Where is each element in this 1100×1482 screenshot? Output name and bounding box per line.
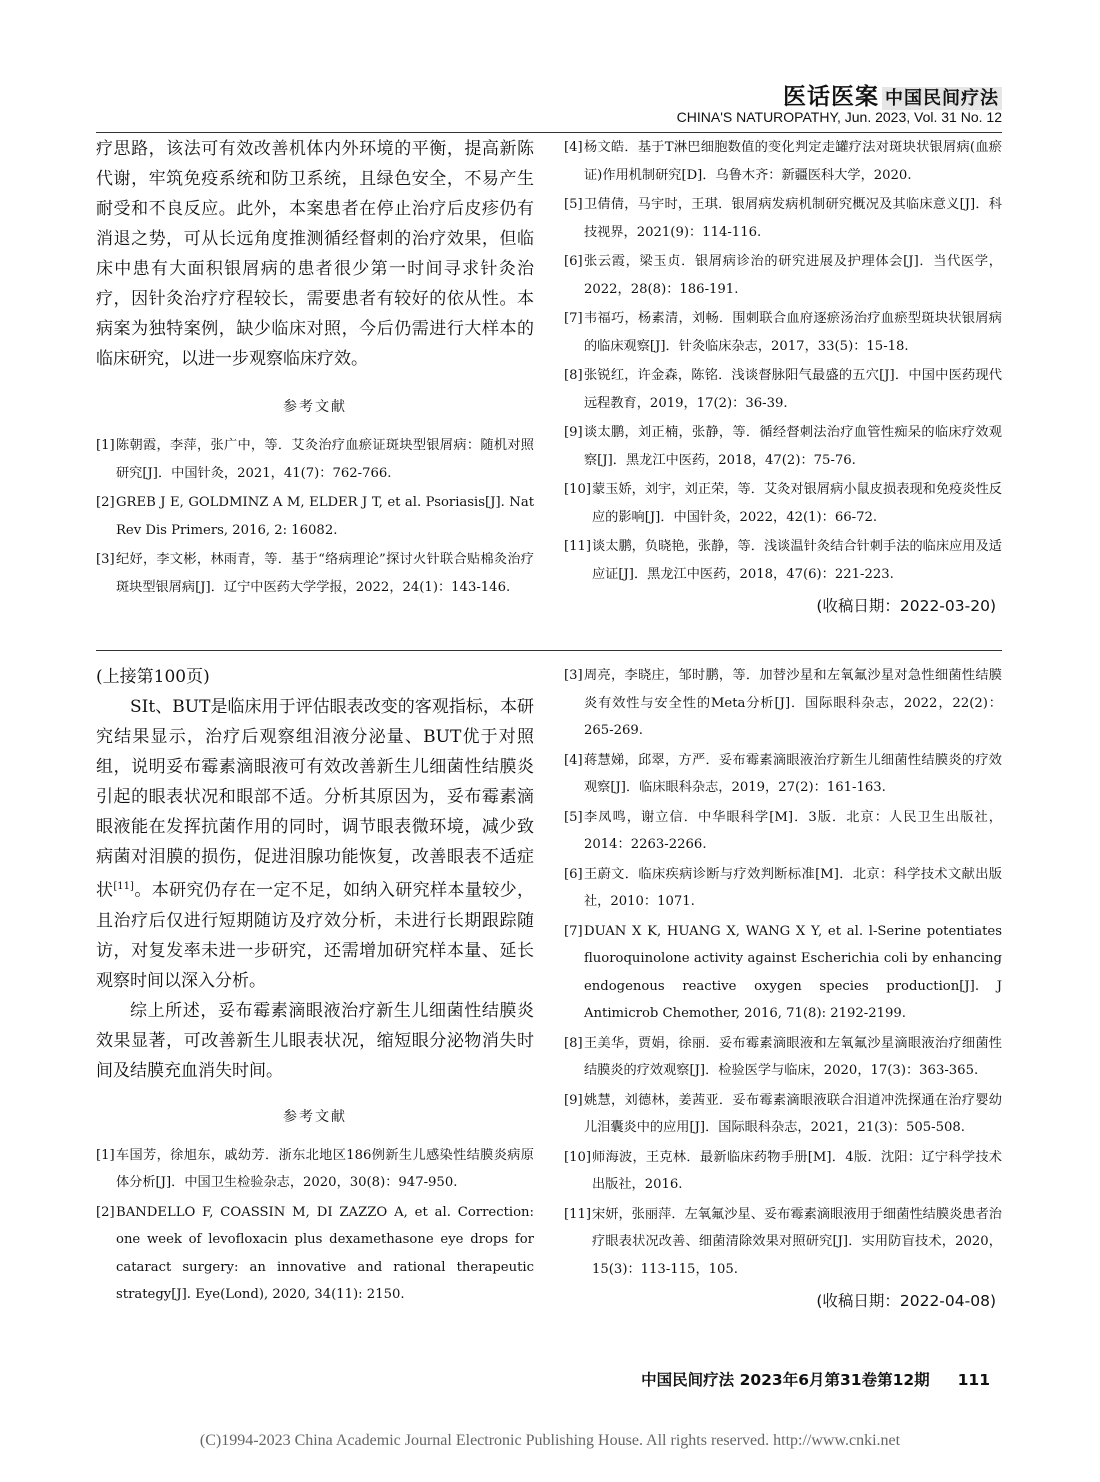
reference-number: [8] [564, 368, 583, 383]
reference-number: [5] [564, 809, 583, 825]
reference-item [564, 804, 1002, 859]
reference-text: 王美华，贾娟，徐丽．妥布霉素滴眼液和左氧氟沙星滴眼液治疗细菌性结膜炎的疗效观察[J]．检验医学与临床，2020，17(3)：363-365. [584, 1035, 1002, 1078]
received-date: (收稿日期：2022-03-20) [816, 597, 996, 615]
references-heading: 参考文献 [283, 1108, 347, 1125]
paragraph: SIt、BUT是临床用于评估眼表改变的客观指标，本研究结果显示，治疗后观察组泪液分泌量、BUT优于对照组，说明妥布霉素滴眼液可有效改善新生儿细菌性结膜炎引起的眼表状况和眼部不适。分析其原因为，妥布霉素滴眼液能在发挥抗菌作用的同时，调节眼表微环境，减少致病菌对泪膜的损伤，促进泪腺功能恢复，改善眼表不适症状[11]。本研究仍存在一定不足，如纳入研究样本量较少，且治疗后仅进行短期随访及疗效分析，未进行长期跟踪随访，对复发率未进一步研究，还需增加研究样本量、延长观察时间以深入分析。 [96, 697, 534, 991]
reference-number: [1] [96, 438, 115, 453]
bottom-body-text [96, 662, 534, 1086]
reference-text: 宋妍，张丽萍．左氧氟沙星、妥布霉素滴眼液用于细菌性结膜炎患者治疗眼表状况改善、细菌清除效果对照研究[J]．实用防盲技术，2020，15(3)：113-115，105. [592, 1206, 1002, 1277]
reference-item [564, 248, 1002, 303]
reference-list [96, 1142, 534, 1309]
reference-number: [9] [564, 425, 583, 440]
reference-text: 王蔚文．临床疾病诊断与疗效判断标准[M]．北京：科学技术文献出版社，2010：1071. [584, 866, 1002, 909]
reference-item [564, 861, 1002, 916]
journal-column-title [783, 78, 1002, 111]
reference-item [564, 918, 1002, 1028]
reference-text: BANDELLO F, COASSIN M, DI ZAZZO A, et al. Correction: one week of levofloxacin plus dexamethasone eye drops for cataract surgery: an innovative and rational therapeutic strategy[J]. Eye(Lond), 2020, 34(11): 2150. [116, 1204, 534, 1303]
footer-journal-issue: 中国民间疗法 2023年6月第31卷第12期 [641, 1371, 930, 1389]
header-rule [96, 132, 1002, 133]
reference-number: [4] [564, 752, 583, 768]
top-left-column [96, 134, 534, 603]
reference-number: [9] [564, 1092, 583, 1108]
reference-item [96, 1142, 534, 1197]
received-date: (收稿日期：2022-04-08) [816, 1292, 996, 1310]
reference-item [564, 1144, 1002, 1199]
reference-item [564, 533, 1002, 588]
reference-item [564, 1201, 1002, 1284]
reference-text: 张锐红，许金森，陈铭．浅谈督脉阳气最盛的五穴[J]．中国中医药现代远程教育，2019，17(2)：36-39. [584, 368, 1002, 411]
top-right-column [564, 134, 1002, 616]
reference-text: 师海波，王克林．最新临床药物手册[M]．4版．沈阳：辽宁科学技术出版社，2016. [592, 1149, 1002, 1192]
reference-item [564, 191, 1002, 246]
reference-item [564, 419, 1002, 474]
reference-list [564, 134, 1002, 588]
top-body-text [96, 134, 534, 374]
reference-number: [10] [564, 482, 592, 497]
reference-number: [10] [564, 1149, 592, 1165]
column-title: 医话医案 [783, 84, 879, 110]
reference-number: [5] [564, 197, 583, 212]
reference-text: 张云霞，梁玉贞．银屑病诊治的研究进展及护理体会[J]．当代医学，2022，28(8)：186-191. [584, 254, 1002, 297]
continued-note: (上接第100页) [96, 667, 210, 687]
reference-text: 纪妤，李文彬，林雨青，等．基于“络病理论”探讨火针联合贴棉灸治疗斑块型银屑病[J]．辽宁中医药大学学报，2022，24(1)：143-146. [116, 552, 534, 595]
reference-number: [4] [564, 140, 583, 155]
reference-number: [8] [564, 1035, 583, 1051]
reference-item [96, 1199, 534, 1309]
reference-number: [11] [564, 539, 592, 554]
reference-text: 蒋慧娣，邱翠，方严．妥布霉素滴眼液治疗新生儿细菌性结膜炎的疗效观察[J]．临床眼科杂志，2019，27(2)：161-163. [584, 752, 1002, 795]
reference-number: [2] [96, 495, 115, 510]
reference-number: [1] [96, 1147, 115, 1163]
reference-text: 周亮，李晓庄，邹时鹏，等．加替沙星和左氧氟沙星对急性细菌性结膜炎有效性与安全性的Meta分析[J]．国际眼科杂志，2022，22(2)：265-269. [584, 668, 1002, 738]
reference-number: [3] [564, 668, 583, 683]
journal-issue-line: CHINA'S NATUROPATHY, Jun. 2023, Vol. 31 No. 12 [676, 109, 1002, 125]
reference-item [564, 134, 1002, 189]
reference-text: 杨文皓．基于T淋巴细胞数值的变化判定走罐疗法对斑块状银屑病(血瘀证)作用机制研究[D]．乌鲁木齐：新疆医科大学，2020. [584, 140, 1002, 183]
page-number: 111 [957, 1371, 990, 1389]
reference-item [96, 489, 534, 544]
reference-text: GREB J E, GOLDMINZ A M, ELDER J T, et al. Psoriasis[J]. Nat Rev Dis Primers, 2016, 2: 16082. [116, 495, 534, 538]
reference-item [564, 1087, 1002, 1142]
citation-mark: [11] [113, 881, 134, 892]
reference-item [564, 662, 1002, 745]
page-footer [641, 1368, 990, 1390]
reference-text: 陈朝霞，李萍，张广中，等．艾灸治疗血瘀证斑块型银屑病：随机对照研究[J]．中国针灸，2021，41(7)：762-766. [116, 438, 534, 481]
reference-number: [7] [564, 923, 583, 939]
paragraph: 综上所述，妥布霉素滴眼液治疗新生儿细菌性结膜炎效果显著，可改善新生儿眼表状况，缩短眼分泌物消失时间及结膜充血消失时间。 [96, 1000, 534, 1081]
reference-text: 李凤鸣，谢立信．中华眼科学[M]．3版．北京：人民卫生出版社，2014：2263-2266. [584, 809, 1002, 852]
reference-list [96, 432, 534, 601]
reference-text: 韦福巧，杨素清，刘畅．围刺联合血府逐瘀汤治疗血瘀型斑块状银屑病的临床观察[J]．针灸临床杂志，2017，33(5)：15-18. [584, 311, 1002, 354]
bottom-right-column [564, 662, 1002, 1311]
reference-number: [7] [564, 311, 583, 326]
reference-text: 卫倩倩，马宇时，王琪．银屑病发病机制研究概况及其临床意义[J]．科技视界，2021(9)：114-116. [584, 197, 1002, 240]
copyright-notice: (C)1994-2023 China Academic Journal Electronic Publishing House. All rights reserved. http://www.cnki.net [199, 1432, 901, 1449]
section-divider [96, 650, 1002, 651]
reference-number: [6] [564, 866, 583, 882]
bottom-left-column [96, 662, 534, 1311]
reference-item [96, 432, 534, 487]
journal-name-box: 中国民间疗法 [882, 87, 1002, 110]
paragraph: 疗思路，该法可有效改善机体内外环境的平衡，提高新陈代谢，牢筑免疫系统和防卫系统，且绿色安全，不易产生耐受和不良反应。此外，本案患者在停止治疗后皮疹仍有消退之势，可从长远角度推测循经督刺的治疗效果，但临床中患有大面积银屑病的患者很少第一时间寻求针灸治疗，因针灸治疗疗程较长，需要患者有较好的依从性。本病案为独特案例，缺少临床对照，今后仍需进行大样本的临床研究，以进一步观察临床疗效。 [96, 139, 534, 369]
reference-item [96, 546, 534, 601]
reference-list [564, 662, 1002, 1283]
reference-number: [11] [564, 1206, 592, 1222]
reference-text: 车国芳，徐旭东，戚幼芳．浙东北地区186例新生儿感染性结膜炎病原体分析[J]．中国卫生检验杂志，2020，30(8)：947-950. [116, 1147, 534, 1191]
references-heading: 参考文献 [283, 399, 347, 415]
reference-text: 姚慧，刘德林，姜茜亚．妥布霉素滴眼液联合泪道冲洗探通在治疗婴幼儿泪囊炎中的应用[J]．国际眼科杂志，2021，21(3)：505-508. [584, 1092, 1002, 1135]
reference-text: 谈太鹏，刘正楠，张静，等．循经督刺法治疗血管性痴呆的临床疗效观察[J]．黑龙江中医药，2018，47(2)：75-76. [584, 425, 1002, 468]
reference-number: [3] [96, 552, 115, 567]
reference-item [564, 305, 1002, 360]
reference-item [564, 747, 1002, 802]
reference-text: DUAN X K, HUANG X, WANG X Y, et al. l-Serine potentiates fluoroquinolone activity against Escherichia coli by enhancing endogenous reactive oxygen species production[J]. J Antimicrob Chemother, 2016, 71(8): 2192-2199. [584, 923, 1002, 1021]
reference-number: [6] [564, 254, 583, 269]
reference-text: 蒙玉娇，刘宇，刘正荣，等．艾灸对银屑病小鼠皮损表现和免疫炎性反应的影响[J]．中国针灸，2022，42(1)：66-72. [592, 482, 1002, 525]
reference-item [564, 476, 1002, 531]
reference-number: [2] [96, 1204, 115, 1220]
reference-text: 谈太鹏，负晓艳，张静，等．浅谈温针灸结合针刺手法的临床应用及适应证[J]．黑龙江中医药，2018，47(6)：221-223. [592, 539, 1002, 582]
reference-item [564, 1030, 1002, 1085]
reference-item [564, 362, 1002, 417]
